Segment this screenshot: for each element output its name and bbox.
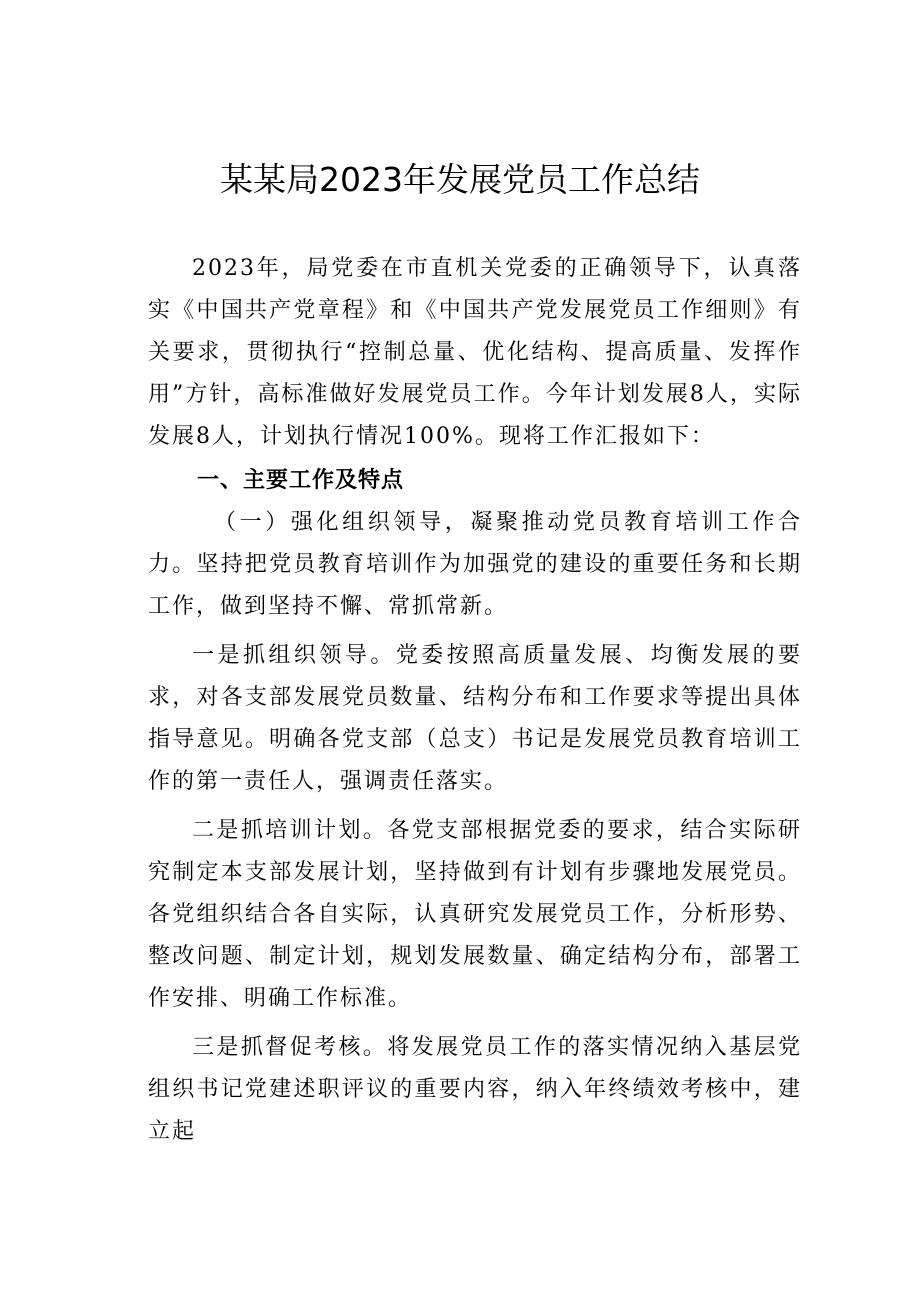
point-paragraph-3: 三是抓督促考核。将发展党员工作的落实情况纳入基层党组织书记党建述职评议的重要内容，纳入年终绩效考核中，建立起 bbox=[148, 1035, 802, 1144]
document-body bbox=[148, 248, 802, 1153]
subsection-paragraph: （一）强化组织领导，凝聚推动党员教育培训工作合力。坚持把党员教育培训作为加强党的建设的重要任务和长期工作，做到坚持不懈、常抓常新。 bbox=[148, 510, 802, 619]
document-title: 某某局2023年发展党员工作总结 bbox=[220, 160, 700, 199]
section-heading: 一、主要工作及特点 bbox=[197, 468, 405, 493]
point-paragraph-1: 一是抓组织领导。党委按照高质量发展、均衡发展的要求，对各支部发展党员数量、结构分布和工作要求等提出具体指导意见。明确各党支部（总支）书记是发展党员教育培训工作的第一责任人，强调责任落实。 bbox=[148, 643, 802, 794]
point-paragraph-2: 二是抓培训计划。各党支部根据党委的要求，结合实际研究制定本支部发展计划，坚持做到有计划有步骤地发展党员。各党组织结合各自实际，认真研究发展党员工作，分析形势、整改问题、制定计划，规划发展数量、确定结构分布，部署工作安排、明确工作标准。 bbox=[148, 818, 802, 1011]
intro-paragraph: 2023年，局党委在市直机关党委的正确领导下，认真落实《中国共产党章程》和《中国共产党发展党员工作细则》有关要求，贯彻执行“控制总量、优化结构、提高质量、发挥作用”方针，高标准做好发展党员工作。今年计划发展8人，实际发展8人，计划执行情况100%。现将工作汇报如下： bbox=[148, 256, 802, 449]
